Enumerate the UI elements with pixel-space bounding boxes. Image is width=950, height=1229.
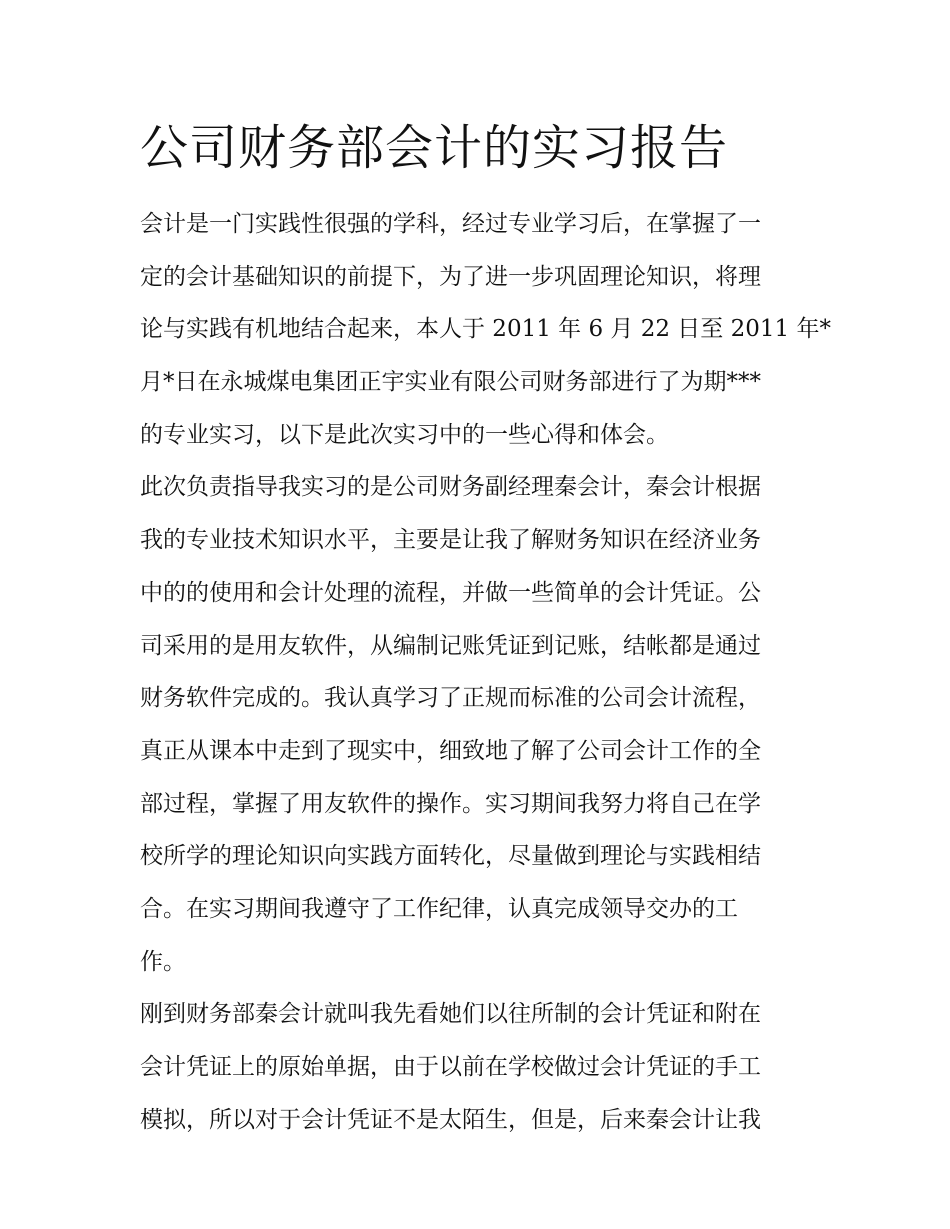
paragraph-3 (140, 988, 820, 1146)
text-line: 模拟，所以对于会计凭证不是太陌生，但是，后来秦会计让我 (140, 1106, 761, 1133)
text-line: 合。在实习期间我遵守了工作纪律，认真完成领导交办的工 (140, 895, 738, 922)
text-line: 我的专业技术知识水平，主要是让我了解财务知识在经济业务 (140, 527, 761, 554)
text-line: 会计是一门实践性很强的学科，经过专业学习后，在掌握了一 (140, 211, 761, 237)
paragraph-2 (140, 461, 820, 988)
paragraph-1 (140, 198, 831, 461)
text-line: 作。 (140, 948, 186, 975)
text-line: 此次负责指导我实习的是公司财务副经理秦会计，秦会计根据 (140, 474, 761, 501)
text-line: 刚到财务部秦会计就叫我先看她们以往所制的会计凭证和附在 (140, 1001, 761, 1028)
text-line: 中的的使用和会计处理的流程，并做一些简单的会计凭证。公 (140, 579, 761, 606)
text-line: 财务软件完成的。我认真学习了正规而标准的公司会计流程， (140, 685, 761, 712)
text-line: 真正从课本中走到了现实中，细致地了解了公司会计工作的全 (140, 737, 761, 764)
document-title: 公司财务部会计的实习报告 (140, 120, 729, 176)
text-line: 的专业实习，以下是此次实习中的一些心得和体会。 (140, 421, 669, 448)
text-line: 会计凭证上的原始单据，由于以前在学校做过会计凭证的手工 (140, 1054, 761, 1080)
document-body (140, 198, 831, 1146)
text-line: 部过程，掌握了用友软件的操作。实习期间我努力将自己在学 (140, 790, 761, 817)
text-line: 论与实践有机地结合起来，本人于 2011 年 6 月 22 日至 2011 年* (140, 316, 831, 343)
text-line: 校所学的理论知识向实践方面转化，尽量做到理论与实践相结 (140, 843, 761, 870)
text-line: 司采用的是用友软件，从编制记账凭证到记账，结帐都是通过 (140, 632, 761, 659)
text-line: 定的会计基础知识的前提下，为了进一步巩固理论知识，将理 (140, 263, 761, 290)
text-line: 月*日在永城煤电集团正宇实业有限公司财务部进行了为期*** (140, 369, 761, 396)
